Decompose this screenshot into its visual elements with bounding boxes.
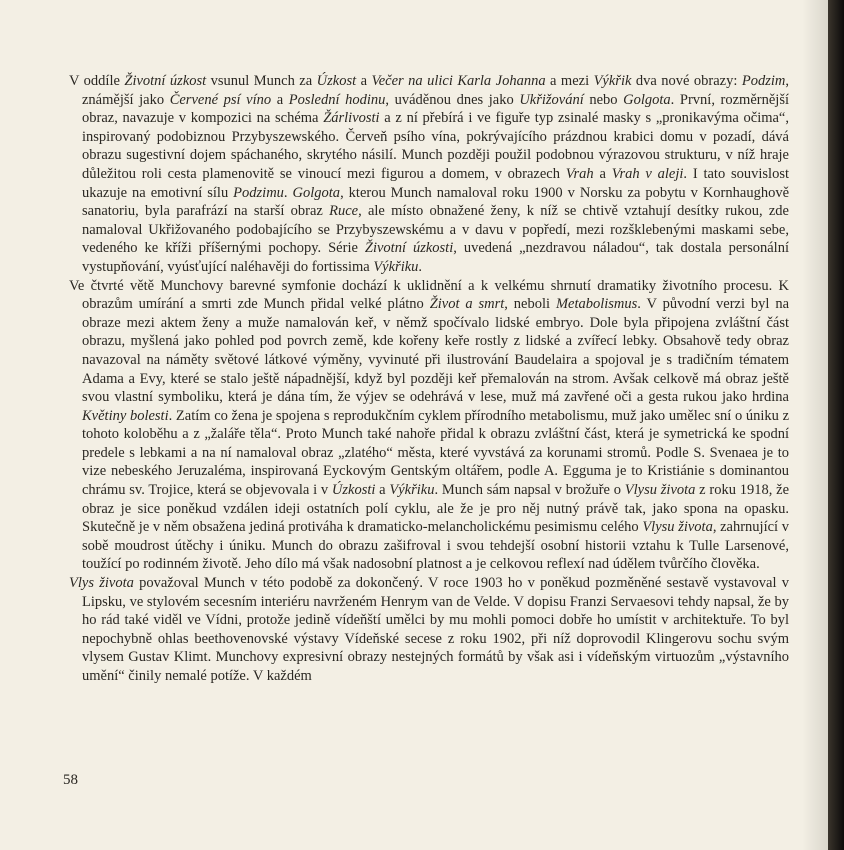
- italic-title: Podzimu: [233, 184, 284, 201]
- paragraph-3: [69, 574, 789, 686]
- text-run: , uváděnou dnes jako: [385, 91, 520, 108]
- text-run: , známější jako: [82, 73, 789, 108]
- text-run: a mezi: [545, 73, 594, 89]
- text-run: a: [593, 165, 612, 182]
- text-run: . První, rozměrnější obraz, navazuje v kompozici na schéma: [82, 91, 789, 127]
- body-text: [69, 72, 789, 686]
- text-run: vsunul Munch za: [206, 73, 317, 89]
- italic-title: Vlysu života: [624, 482, 696, 499]
- text-run: nebo: [583, 91, 624, 108]
- text-run: .: [283, 184, 293, 201]
- italic-title: Úzkost: [316, 73, 357, 89]
- text-run: , kterou Munch namaloval roku 1900 v Norsku za pobytu v Kornhaughově sanatoriu, byla parafrází na starší obraz: [82, 184, 790, 220]
- italic-title: Golgota: [292, 184, 341, 201]
- italic-title: Žárlivosti: [323, 110, 380, 127]
- text-run: dva nové obrazy:: [631, 73, 742, 89]
- text-run: . Zatím co žena je spojena s reprodukčním cyklem přírodního metabolismu, muž jako umělec sní o úniku z tohoto koloběhu a z „žaláře těla“. Proto Munch také nahoře přidal k obrazu zvláštní část, která je symetrická ke spodní predele s lebkami a na ní namaloval obraz „zlatého“ města, které vyvstává za korunami stromů. Podle S. Svenaea je to vize nebeského Jeruzaléma, inspirovaná Eyckovým Gentským oltářem, podle A. Egguma je to Kristiánie s dominantou chrámu sv. Trojice, která se objevovala i v: [82, 407, 790, 499]
- text-run: z roku 1918, že obraz je sice poněkud vzdálen ideji ostatních polí cyklu, ale že je pro něj nutný právě tak, jako spona na opasku. Skutečně je v něm obsažena jediná protiváha k dramaticko-melancholickému pesimismu celého: [82, 482, 790, 536]
- text-run: a: [375, 482, 390, 499]
- paragraph-1: [69, 72, 789, 277]
- text-run: . V původní verzi byl na obraze mezi aktem ženy a muže namalován keř, v němž spočívalo lidské embryo. Dole byla připojena zvláštní část obrazu, myšlená jako pohled pod povrch země, kde kořeny keře rostly z lidské a zvířecí lebky. Obsahově tedy obraz navazoval na náměty světové látkové výměny, vyvinuté při ilustrování Baudelaira a spojoval je s tradičním tématem Adama a Evy, které se stalo ještě nápadnější, když byl později keř přemalován na strom. Avšak celkově má obraz ještě svou vlastní symboliku, která je dána tím, že výjev se odehrává v lese, muž má zavřené oči a gesta rukou jako hrdina: [82, 296, 790, 406]
- italic-title: Vrah: [565, 165, 594, 182]
- text-run: , uvedená „nezdravou náladou“, tak dostala personální vystupňování, vyúsťující naléhavěji do fortissima: [82, 240, 789, 275]
- italic-title: Golgota: [623, 91, 671, 108]
- page-number: 58: [63, 772, 78, 788]
- italic-title: Výkřiku: [373, 258, 419, 275]
- text-run: považoval Munch v této podobě za dokončený. V roce 1903 ho v poněkud pozměněné sestavě vystavoval v Lipsku, ve stylovém secesním interiéru navrženém Henrym van de Velde. V dopisu Franzi Servaesovi tehdy napsal, že by ho rád také viděl ve Vídni, protože jedině vídeňští umělci by mu mohli pomoci dobře ho umístit v architektuře. To byl nepochybně ohlas beethovenovské výstavy Vídeňské secese z roku 1902, při níž doprovodil Klingerovu sochu svým vlysem Gustav Klimt. Munchovy expresivní obrazy nestejných formátů by však asi i vídeňským virtuozům „výstavního umění“ činily nemalé potíže. V každém: [82, 575, 789, 684]
- text-run: . Munch sám napsal v brožuře o: [434, 482, 625, 499]
- italic-title: Životní úzkosti: [364, 240, 454, 257]
- book-binding-edge: [828, 0, 844, 850]
- italic-title: Ruce: [329, 203, 359, 220]
- italic-title: Výkřik: [593, 73, 632, 89]
- text-run: , neboli: [504, 296, 556, 313]
- text-run: a: [356, 73, 372, 89]
- text-run: .: [418, 258, 423, 275]
- italic-title: Červené psí víno: [169, 91, 272, 108]
- italic-title: Večer na ulici Karla Johanna: [371, 73, 546, 89]
- italic-title: Vlysu života: [642, 519, 713, 536]
- italic-title: Výkřiku: [389, 482, 435, 499]
- text-run: . I tato souvislost ukazuje na emotivní sílu: [82, 165, 789, 201]
- italic-title: Podzim: [741, 73, 786, 89]
- text-run: , ale místo obnažené ženy, k níž se chtivě vztahují desítky rukou, zde namaloval Ukřižovaného podobajícího se Przybyszewskému a v davu v popředí, mezi rozšklebenými maskami sebe, vedeného ke kříži příšernými pochopy. Série: [82, 203, 789, 257]
- italic-title: Vlys života: [69, 575, 134, 592]
- italic-title: Květiny bolesti: [82, 407, 169, 424]
- text-run: a: [271, 91, 289, 108]
- italic-title: Život a smrt: [429, 296, 505, 313]
- text-run: Ve čtvrté větě Munchovy barevné symfonie dochází k uklidnění a k velkému shrnutí dramatiky životního procesu. K obrazům umírání a smrti zde Munch přidal velké plátno: [69, 277, 789, 313]
- italic-title: Poslední hodinu: [288, 91, 386, 108]
- text-run: , zahrnující v sobě moudrost útěchy i úniku. Munch do obrazu zašifroval i svou tehdejší osobní historii vztahu k Tulle Larsenové, toužící po rodinném životě. Jeho dílo má však nadosobní platnost a je celkovou reflexí nad údělem tvůrčího člověka.: [82, 519, 789, 573]
- paragraph-2: [69, 277, 789, 575]
- text-run: a z ní přebírá i ve figuře typ zsinalé masky s „pronikavýma očima“, inspirovaný podobiznou Przybyszewského. Červeň psího vína, pokrývajícího prázdnou krabici domu v pozadí, dává obrazu sugestivní dojem spáchaného, skrytého násilí. Munch později použil podobnou výrazovou strukturu, v níž hraje důležitou roli cesta plamenovitě se vinoucí mezi figurou a domem, v obrazech: [82, 110, 789, 182]
- italic-title: Životní úzkost: [124, 73, 207, 89]
- italic-title: Úzkosti: [331, 482, 376, 499]
- italic-title: Metabolismus: [555, 296, 638, 313]
- italic-title: Vrah v aleji: [611, 165, 684, 182]
- italic-title: Ukřižování: [519, 91, 584, 108]
- text-run: V oddíle: [69, 73, 125, 89]
